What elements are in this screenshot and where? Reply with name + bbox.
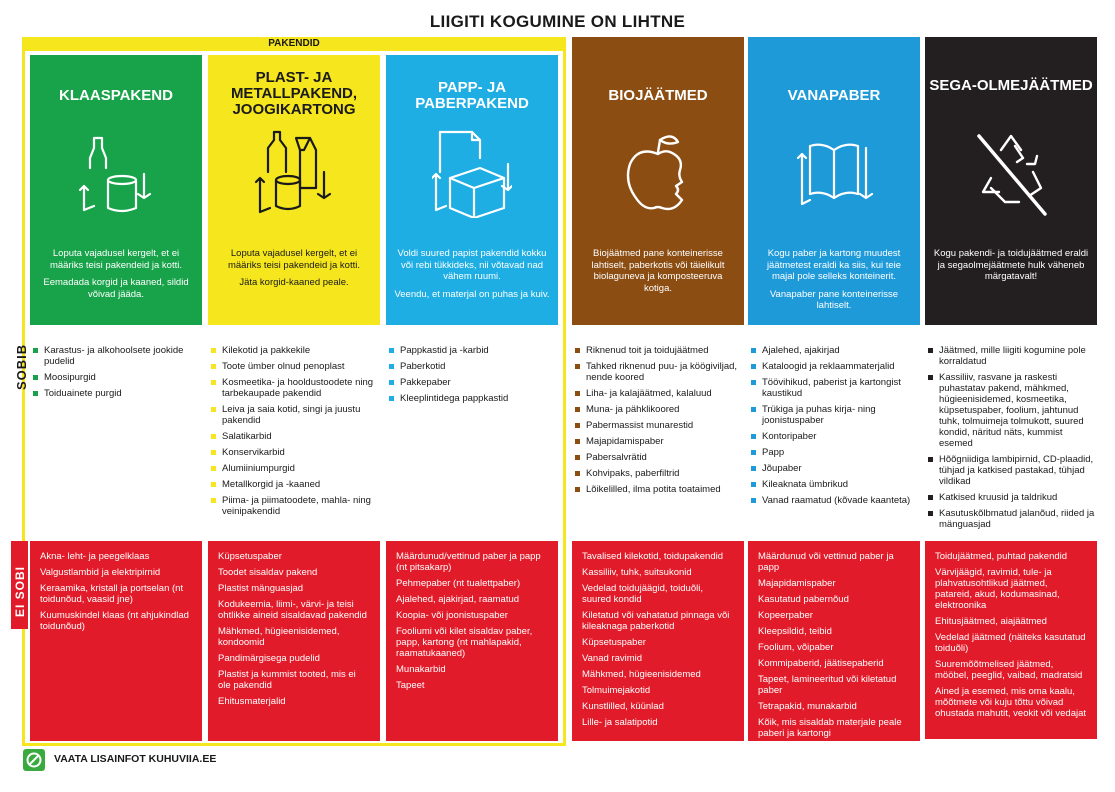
accepted-item: Katkised kruusid ja taldrikud — [925, 492, 1097, 503]
accepted-item: Kilekotid ja pakkekile — [208, 345, 380, 356]
not-accepted-item: Kasutatud pabernõud — [758, 594, 849, 605]
accepted-item: Pappkastid ja -karbid — [386, 345, 558, 356]
not-accepted-item: Foolium, võipaber — [758, 642, 834, 653]
not-accepted-box — [925, 541, 1097, 739]
not-accepted-item: Küpsetuspaber — [582, 637, 646, 648]
not-accepted-item: Mähkmed, hügieenisidemed, kondoomid — [218, 626, 340, 648]
not-accepted-item: Toodet sisaldav pakend — [218, 567, 318, 578]
not-accepted-item: Kopeerpaber — [758, 610, 813, 621]
accepted-item: Töövihikud, paberist ja kartongist kaustikud — [748, 377, 920, 399]
column-description — [394, 248, 550, 306]
not-accepted-items-list — [218, 551, 370, 707]
accepted-item: Trükiga ja puhas kirja- ning joonistuspaber — [748, 404, 920, 426]
accepted-item: Alumiiniumpurgid — [208, 463, 380, 474]
accepted-items-list — [208, 345, 380, 522]
column-header-paper — [748, 37, 920, 325]
cardboard-box-icon — [432, 128, 512, 218]
accepted-items-list — [572, 345, 744, 500]
plastic-bottle-icon — [254, 128, 334, 218]
column-title: VANAPABER — [787, 87, 881, 104]
not-accepted-item: Tapeet, lamineeritud või kiletatud paber — [758, 674, 897, 696]
open-book-icon — [794, 128, 874, 218]
accepted-items-list — [30, 345, 202, 404]
not-accepted-items-list — [40, 551, 192, 632]
column-title: BIOJÄÄTMED — [608, 87, 708, 104]
accepted-item: Jäätmed, mille liigiti kogumine pole korraldatud — [925, 345, 1097, 367]
not-accepted-item: Pandimärgisega pudelid — [218, 653, 320, 664]
accepted-item: Hõõgniidiga lambipirnid, CD-plaadid, tühjad ja katkised pastakad, tühjad vildikad — [925, 454, 1097, 487]
not-accepted-item: Kõik, mis sisaldab materjale peale paberi ja kartongi — [758, 717, 902, 739]
not-accepted-items-list — [935, 551, 1087, 719]
not-accepted-item: Pehmepaber (nt tualettpaber) — [396, 578, 521, 589]
column-title: KLAASPAKEND — [59, 87, 173, 104]
accepted-item: Pabersalvrätid — [572, 452, 744, 463]
accepted-item: Konservikarbid — [208, 447, 380, 458]
accepted-item: Jõupaber — [748, 463, 920, 474]
not-accepted-item: Kassiliiv, tuhk, suitsukonid — [582, 567, 692, 578]
not-accepted-item: Lille- ja salatipotid — [582, 717, 658, 728]
footer-link-text[interactable]: VAATA LISAINFOT KUHUVIIA.EE — [54, 753, 217, 765]
not-accepted-item: Vedelad toidujäägid, toiduõli, suured kondid — [582, 583, 703, 605]
accepted-item: Kohvipaks, paberfiltrid — [572, 468, 744, 479]
not-accepted-item: Tolmuimejakotid — [582, 685, 651, 696]
kuhuviia-logo-icon — [23, 749, 45, 771]
not-accepted-item: Tetrapakid, munakarbid — [758, 701, 857, 712]
accepted-item: Kosmeetika- ja hooldustoodete ning tarbekaupade pakendid — [208, 377, 380, 399]
not-accepted-item: Akna- leht- ja peegelklaas — [40, 551, 150, 562]
not-accepted-item: Vedelad jäätmed (näiteks kasutatud toiduõli) — [935, 632, 1086, 654]
not-accepted-box — [748, 541, 920, 741]
description-paragraph: Kogu pakendi- ja toidujäätmed eraldi ja segaolmejäätmete hulk väheneb märgatavalt! — [933, 248, 1089, 282]
accepted-item: Leiva ja saia kotid, singi ja juustu pakendid — [208, 404, 380, 426]
column-description — [38, 248, 194, 306]
not-accepted-item: Värvijäägid, ravimid, tule- ja plahvatusohtlikud jäätmed, patareid, akud, kodumasinad, elektroonika — [935, 567, 1060, 611]
not-accepted-item: Plastist mänguasjad — [218, 583, 304, 594]
accepted-item: Muna- ja pähklikoored — [572, 404, 744, 415]
not-accepted-item: Valgustlambid ja elektripirnid — [40, 567, 161, 578]
accepted-item: Lõikelilled, ilma potita toataimed — [572, 484, 744, 495]
accepted-item: Metallkorgid ja -kaaned — [208, 479, 380, 490]
accepted-item: Kleeplintidega pappkastid — [386, 393, 558, 404]
accepted-items-list — [386, 345, 558, 409]
crossed-recycle-icon — [971, 128, 1051, 218]
packaging-group-label: PAKENDID — [22, 37, 566, 51]
not-accepted-item: Kommipaberid, jäätisepaberid — [758, 658, 884, 669]
not-accepted-item: Määrdunud või vettinud paber ja papp — [758, 551, 894, 573]
accepted-item: Toote ümber olnud penoplast — [208, 361, 380, 372]
not-accepted-item: Tapeet — [396, 680, 425, 691]
not-accepted-item: Tavalised kilekotid, toidupakendid — [582, 551, 724, 562]
not-accepted-item: Majapidamispaber — [758, 578, 836, 589]
accepted-item: Kontoripaber — [748, 431, 920, 442]
not-accepted-item: Suuremõõtmelised jäätmed, mööbel, peeglid, vaibad, madratsid — [935, 659, 1083, 681]
accepted-item: Kileaknata ümbrikud — [748, 479, 920, 490]
column-description — [756, 248, 912, 318]
side-label-sobib: SOBIB — [14, 343, 29, 390]
column-description — [933, 248, 1089, 289]
description-paragraph: Voldi suured papist pakendid kokku või rebi tükkideks, nii võtavad nad vähem ruumi. — [397, 248, 547, 282]
not-accepted-box — [208, 541, 380, 741]
not-accepted-item: Ajalehed, ajakirjad, raamatud — [396, 594, 520, 605]
accepted-item: Tahked riknenud puu- ja köögiviljad, nende koored — [572, 361, 744, 383]
accepted-item: Kassiliiv, rasvane ja raskesti puhastatav pakend, mähkmed, hügieenisidemed, kosmeetika, küpsetuspaber, foolium, jahtunud tuhk, tolmuimeja tolmukott, suured kondid, näritud näts, kummist esemed — [925, 372, 1097, 449]
description-paragraph: Jäta korgid-kaaned peale. — [239, 277, 349, 288]
description-paragraph: Vanapaber pane konteinerisse lahtiselt. — [769, 288, 899, 311]
column-header-bio — [572, 37, 744, 325]
column-description — [216, 248, 372, 295]
accepted-item: Toiduainete purgid — [30, 388, 202, 399]
apple-core-icon — [618, 128, 698, 218]
accepted-item: Papp — [748, 447, 920, 458]
accepted-item: Vanad raamatud (kõvade kaanteta) — [748, 495, 920, 506]
not-accepted-box — [572, 541, 744, 741]
accepted-item: Liha- ja kalajäätmed, kalaluud — [572, 388, 744, 399]
not-accepted-items-list — [582, 551, 734, 728]
not-accepted-item: Kunstlilled, küünlad — [582, 701, 664, 712]
accepted-item: Majapidamispaber — [572, 436, 744, 447]
accepted-item: Pabermassist munarestid — [572, 420, 744, 431]
description-paragraph: Loputa vajadusel kergelt, et ei määriks teisi pakendeid ja kotti. — [49, 248, 182, 271]
not-accepted-item: Plastist ja kummist tooted, mis ei ole pakendid — [218, 669, 356, 691]
description-paragraph: Kogu paber ja kartong muudest jäätmetest eraldi ka siis, kui teie majal pole selleks konteinerit. — [766, 248, 902, 282]
not-accepted-item: Toidujäätmed, puhtad pakendid — [935, 551, 1068, 562]
column-header-glass — [30, 55, 202, 325]
not-accepted-item: Fooliumi või kilet sisaldav paber, papp, kartong (nt mahlapakid, raamatukaaned) — [396, 626, 533, 659]
not-accepted-items-list — [758, 551, 910, 739]
accepted-item: Moosipurgid — [30, 372, 202, 383]
not-accepted-item: Kodukeemia, liimi-, värvi- ja teisi ohtlikke aineid sisaldavad pakendid — [218, 599, 367, 621]
glass-jar-icon — [76, 128, 156, 218]
not-accepted-item: Määrdunud/vettinud paber ja papp (nt pitsakarp) — [396, 551, 541, 573]
side-label-ei-sobi: EI SOBI — [13, 565, 27, 617]
accepted-item: Salatikarbid — [208, 431, 380, 442]
column-header-plastic — [208, 55, 380, 325]
description-paragraph: Loputa vajadusel kergelt, et ei määriks teisi pakendeid ja kotti. — [227, 248, 360, 271]
not-accepted-item: Munakarbid — [396, 664, 446, 675]
not-accepted-item: Keraamika, kristall ja portselan (nt toidunõud, vaasid jne) — [40, 583, 184, 605]
not-accepted-item: Ained ja esemed, mis oma kaalu, mõõtmete või kuju tõttu võivad ohustada mahutit, veokit või vedajat — [935, 686, 1087, 719]
not-accepted-item: Vanad ravimid — [582, 653, 643, 664]
accepted-items-list — [748, 345, 920, 511]
not-accepted-item: Kiletatud või vahatatud pinnaga või kileaknaga paberkotid — [582, 610, 730, 632]
not-accepted-box — [30, 541, 202, 741]
description-paragraph: Veendu, et materjal on puhas ja kuiv. — [394, 288, 550, 300]
column-title: PAPP- JA PABERPAKEND — [415, 79, 529, 112]
accepted-item: Riknenud toit ja toidujäätmed — [572, 345, 744, 356]
description-paragraph: Eemadada korgid ja kaaned, sildid võivad jääda. — [43, 277, 189, 300]
not-accepted-box — [386, 541, 558, 741]
not-accepted-item: Mähkmed, hügieenisidemed — [582, 669, 701, 680]
accepted-item: Piima- ja piimatoodete, mahla- ning veinipakendid — [208, 495, 380, 517]
not-accepted-item: Küpsetuspaber — [218, 551, 282, 562]
accepted-item: Pakkepaber — [386, 377, 558, 388]
not-accepted-item: Koopia- või joonistuspaber — [396, 610, 508, 621]
column-title: PLAST- JA METALLPAKEND, JOOGIKARTONG — [230, 69, 358, 118]
not-accepted-item: Kuumuskindel klaas (nt ahjukindlad toidunõud) — [40, 610, 189, 632]
column-title: SEGA-OLMEJÄÄTMED — [929, 77, 1093, 94]
accepted-item: Ajalehed, ajakirjad — [748, 345, 920, 356]
accepted-items-list — [925, 345, 1097, 535]
description-paragraph: Biojäätmed pane konteinerisse lahtiselt, paberkotis või täielikult biolaguneva ja komposteeruva kotiga. — [591, 248, 725, 294]
not-accepted-item: Ehitusjäätmed, aiajäätmed — [935, 616, 1047, 627]
not-accepted-items-list — [396, 551, 548, 691]
not-accepted-item: Kleepsildid, teibid — [758, 626, 832, 637]
column-header-mixed — [925, 37, 1097, 325]
accepted-item: Karastus- ja alkohoolsete jookide pudelid — [30, 345, 202, 367]
column-description — [580, 248, 736, 300]
accepted-item: Kasutuskõlbmatud jalanõud, riided ja mänguasjad — [925, 508, 1097, 530]
page-title: LIIGITI KOGUMINE ON LIHTNE — [429, 12, 686, 31]
not-accepted-item: Ehitusmaterjalid — [218, 696, 286, 707]
accepted-item: Paberkotid — [386, 361, 558, 372]
column-header-paper_pack — [386, 55, 558, 325]
accepted-item: Kataloogid ja reklaammaterjalid — [748, 361, 920, 372]
